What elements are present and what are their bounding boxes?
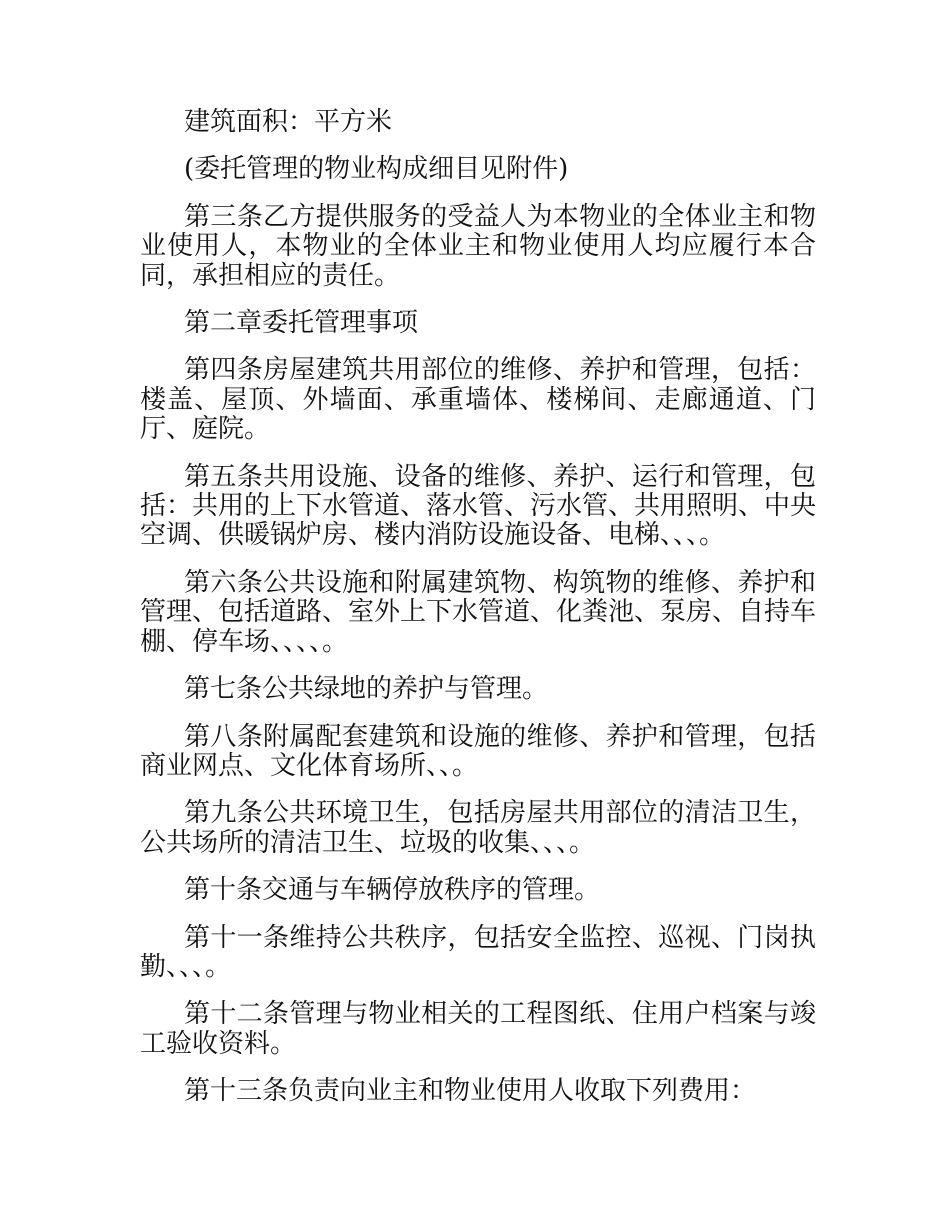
paragraph-article-6: 第六条公共设施和附属建筑物、构筑物的维修、养护和管理、包括道路、室外上下水管道、化粪池、泵房、自持车棚、停车场、、、、。 <box>140 567 817 657</box>
paragraph-attachment-note: (委托管理的物业构成细目见附件) <box>184 154 569 185</box>
paragraph-article-11: 第十一条维持公共秩序，包括安全监控、巡视、门岗执勤、、、。 <box>140 922 816 982</box>
paragraph-article-13: 第十三条负责向业主和物业使用人收取下列费用： <box>184 1076 757 1107</box>
paragraph-article-5: 第五条共用设施、设备的维修、养护、运行和管理，包括：共用的上下水管道、落水管、污水管、共用照明、中央空调、供暖锅炉房、楼内消防设施设备、电梯、、、。 <box>140 461 817 551</box>
paragraph-article-9: 第九条公共环境卫生，包括房屋共用部位的清洁卫生，公共场所的清洁卫生、垃圾的收集、、、。 <box>140 798 816 858</box>
paragraph-article-8: 第八条附属配套建筑和设施的维修、养护和管理，包括商业网点、文化体育场所、、。 <box>140 721 816 781</box>
chapter-2-heading: 第二章委托管理事项 <box>184 308 419 339</box>
paragraph-article-4: 第四条房屋建筑共用部位的维修、养护和管理，包括：楼盖、屋顶、外墙面、承重墙体、楼梯间、走廊通道、门厅、庭院。 <box>140 355 816 445</box>
paragraph-article-7: 第七条公共绿地的养护与管理。 <box>184 674 549 705</box>
paragraph-article-3: 第三条乙方提供服务的受益人为本物业的全体业主和物业使用人，本物业的全体业主和物业使用人均应履行本合同，承担相应的责任。 <box>140 201 816 291</box>
paragraph-article-10: 第十条交通与车辆停放秩序的管理。 <box>184 875 601 906</box>
document-body <box>140 108 816 1125</box>
paragraph-building-area: 建筑面积：平方米 <box>184 107 393 137</box>
paragraph-article-12: 第十二条管理与物业相关的工程图纸、住用户档案与竣工验收资料。 <box>140 999 816 1059</box>
